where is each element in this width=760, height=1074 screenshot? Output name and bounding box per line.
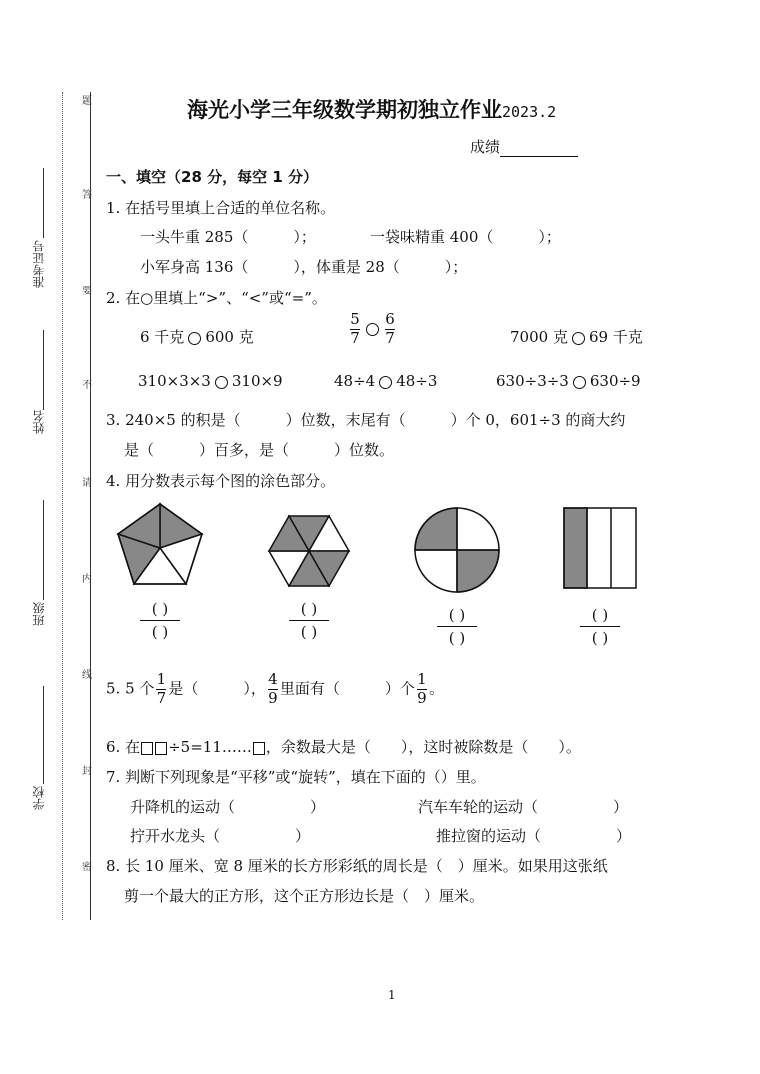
compare-circle[interactable] [188,332,201,345]
q5-part1: 5. 5 个 [106,679,155,698]
q7-a[interactable]: 升降机的运动（ ） [130,798,326,816]
q2-e-left: 48÷4 [334,372,376,390]
school-label: 学校 [32,786,46,810]
q2-compare-c [510,326,643,347]
q2-compare-f [496,372,641,390]
q2-e-right: 48÷3 [396,372,438,390]
fraction-one-ninth [417,672,427,707]
q3-line2[interactable]: 是（ ）百多，是（ ）位数。 [124,441,395,459]
q2-a-left: 6 千克 [140,328,185,346]
fraction-six-sevenths [385,312,395,347]
q6-part3: ，余数最大是（ ），这时被除数是（ ）。 [265,738,581,756]
name-field[interactable] [43,330,44,410]
q8-line1[interactable]: 8. 长 10 厘米、宽 8 厘米的长方形彩纸的周长是（ ）厘米。如果用这张纸 [106,857,608,875]
q1-c[interactable]: 小军身高 136（ ），体重是 28（ ）； [140,258,468,276]
side-word: 线 [82,670,92,681]
q5-part2: 是（ ）， [168,679,266,698]
q2-stem: 2. 在○里填上“>”、“<”或“=”。 [106,289,327,307]
q7-d[interactable]: 推拉窗的运动（ ） [436,827,632,845]
frac-den: 9 [417,688,427,707]
page-title [187,94,556,124]
q2-d-left: 310×3×3 [138,372,211,390]
blank-box[interactable] [253,742,265,755]
q2-compare-a [140,326,254,347]
q2-d-right: 310×9 [231,372,283,390]
exam-id-label: 准考证号 [32,240,46,288]
side-word: 请 [82,478,92,489]
q2-a-right: 600 克 [205,328,254,346]
frac-den: 9 [268,688,278,707]
q7-c[interactable]: 拧开水龙头（ ） [130,827,311,845]
q7-b[interactable]: 汽车车轮的运动（ ） [418,798,629,816]
fraction-four-ninths [268,672,278,707]
q7-stem: 7. 判断下列现象是“平移”或“旋转”，填在下面的（）里。 [106,768,486,786]
fraction-one-seventh [156,672,166,707]
q2-f-left: 630÷3÷3 [496,372,569,390]
side-word: 答 [82,190,92,201]
frac-num: 4 [268,670,278,688]
page-number: 1 [388,988,396,1002]
binding-dotted-line [62,92,63,920]
q2-f-right: 630÷9 [589,372,641,390]
binding-solid-line [90,92,91,920]
exam-id-field[interactable] [43,168,44,238]
blank-numerator: ( ) [151,600,169,618]
q6[interactable] [106,736,581,757]
side-word: 不 [82,380,92,391]
title-text: 海光小学三年级数学期初独立作业 [187,98,502,122]
compare-circle[interactable] [379,376,392,389]
title-date: 2023.2 [502,103,557,121]
score-field[interactable] [500,156,578,157]
frac-num: 5 [350,310,360,328]
rectangle-figure [564,508,636,588]
compare-circle[interactable] [572,332,585,345]
circle-figure [415,508,499,592]
frac-den: 7 [385,328,395,347]
frac-num: 6 [385,310,395,328]
side-word: 题 [82,96,92,107]
frac-num: 1 [417,670,427,688]
blank-box[interactable] [155,742,167,755]
compare-circle[interactable] [573,376,586,389]
side-word: 内 [82,574,92,585]
q6-part2: ÷5=11…… [168,738,252,756]
answer-fraction-1[interactable] [137,598,183,643]
frac-num: 1 [156,670,167,688]
shaded-figures [100,496,660,596]
q2-compare-e [334,372,437,390]
answer-fraction-4[interactable] [577,604,623,649]
blank-numerator: ( ) [591,606,609,624]
q2-compare-d [138,372,283,390]
blank-denominator: ( ) [591,629,609,647]
q1-a[interactable]: 一头牛重 285（ ）； [140,228,316,246]
compare-circle[interactable] [366,323,379,336]
blank-denominator: ( ) [151,623,169,641]
q6-part1: 6. 在 [106,738,141,756]
q4-stem: 4. 用分数表示每个图的涂色部分。 [106,472,336,490]
frac-den: 7 [156,688,167,707]
side-word: 密 [82,862,92,873]
q2-compare-b [348,312,397,347]
blank-denominator: ( ) [300,623,318,641]
side-word: 要 [82,286,92,297]
q2-c-right: 69 千克 [588,328,643,346]
q2-c-left: 7000 克 [510,328,568,346]
hexagon-figure [269,516,349,586]
answer-fraction-3[interactable] [434,604,480,649]
q5-part4: 。 [428,679,444,698]
fraction-five-sevenths [350,312,360,347]
class-field[interactable] [43,500,44,600]
q3-line1[interactable]: 3. 240×5 的积是（ ）位数，末尾有（ ）个 0，601÷3 的商大约 [106,411,626,429]
blank-denominator: ( ) [448,629,466,647]
answer-fraction-2[interactable] [286,598,332,643]
compare-circle[interactable] [215,376,228,389]
blank-numerator: ( ) [300,600,318,618]
frac-den: 7 [350,328,360,347]
q8-line2[interactable]: 剪一个最大的正方形，这个正方形边长是（ ）厘米。 [124,887,485,905]
q5-part3: 里面有（ ）个 [279,679,415,698]
score-row [470,136,578,157]
pentagon-figure [118,504,202,584]
name-label: 姓名 [32,410,46,434]
blank-box[interactable] [141,742,153,755]
q1-b[interactable]: 一袋味精重 400（ ）； [370,228,561,246]
school-field[interactable] [43,686,44,784]
class-label: 班级 [32,602,46,626]
q1-stem: 1. 在括号里填上合适的单位名称。 [106,199,336,217]
side-word: 封 [82,766,92,777]
blank-numerator: ( ) [448,606,466,624]
score-label: 成绩 [470,138,501,156]
section-heading: 一、填空（28 分，每空 1 分） [106,168,318,186]
q5[interactable] [106,672,444,707]
